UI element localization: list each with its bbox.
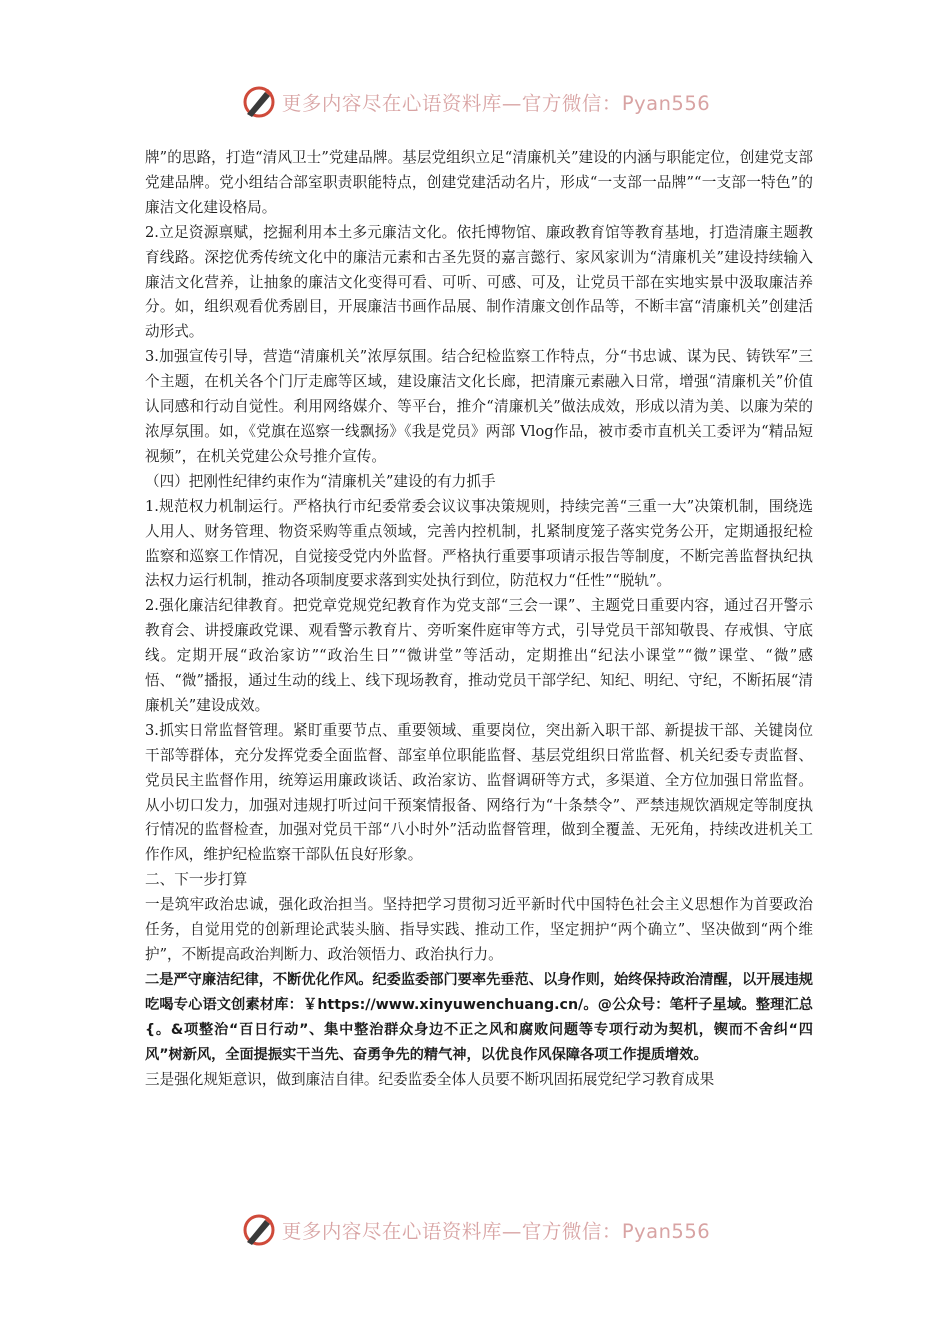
section-heading-4: （四）把刚性纪律约束作为“清廉机关”建设的有力抓手	[145, 472, 496, 490]
watermark-text: 更多内容尽在心语资料库—官方微信：Pyan556	[281, 1220, 711, 1243]
paragraph-plan-3: 三是强化规矩意识，做到廉洁自律。纪委监委全体人员要不断巩固拓展党纪学习教育成果	[145, 1070, 715, 1088]
paragraph-item-1-power: 1.规范权力机制运行。严格执行市纪委常委会议议事决策规则，持续完善“三重一大”决策机制，围绕选人用人、财务管理、物资采购等重点领域，完善内控机制，扎紧制度笼子落实党务公开，定期通报纪检监察和巡察工作情况，自觉接受党内外监督。严格执行重要事项请示报告等制度，不断完善监督执纪执法权力运行机制，推动各项制度要求落到实处执行到位，防范权力“任性”“脱轨”。	[145, 497, 813, 590]
paragraph-item-2-education: 2.强化廉洁纪律教育。把党章党规党纪教育作为党支部“三会一课”、主题党日重要内容，通过召开警示教育会、讲授廉政党课、观看警示教育片、旁听案件庭审等方式，引导党员干部知敬畏、存戒惧、守底线。定期开展“政治家访”“政治生日”“微讲堂”等活动，定期推出“纪法小课堂”“微”课堂、“微”感悟、“微”播报，通过生动的线上、线下现场教育，推动党员干部学纪、知纪、明纪、守纪，不断拓展“清廉机关”建设成效。	[145, 597, 813, 714]
watermark-text: 更多内容尽在心语资料库—官方微信：Pyan556	[281, 92, 711, 115]
document-body	[145, 146, 813, 1092]
watermark-banner-top	[0, 82, 950, 122]
pen-logo-icon	[240, 1211, 278, 1249]
paragraph-item-3-publicity: 3.加强宣传引导，营造“清廉机关”浓厚氛围。结合纪检监察工作特点，分“书忠诚、谋为民、铸铁军”三个主题，在机关各个门厅走廊等区域，建设廉洁文化长廊，把清廉元素融入日常，增强“清廉机关”价值认同感和行动自觉性。利用网络媒介、等平台，推介“清廉机关”做法成效，形成以清为美、以廉为荣的浓厚氛围。如，《党旗在巡察一线飘扬》《我是党员》两部 Vlog作品，被市委市直机关工委评为“精品短视频”，在机关党建公众号推介宣传。	[145, 348, 813, 465]
pen-logo-icon	[240, 83, 278, 121]
watermark-banner-bottom	[0, 1210, 950, 1250]
paragraph-continuation: 牌”的思路，打造“清风卫士”党建品牌。基层党组织立足“清廉机关”建设的内涵与职能定位，创建党支部党建品牌。党小组结合部室职责职能特点，创建党建活动名片，形成“一支部一品牌”“一支部一特色”的廉洁文化建设格局。	[145, 149, 813, 216]
paragraph-item-2-resources: 2.立足资源禀赋，挖掘利用本土多元廉洁文化。依托博物馆、廉政教育馆等教育基地，打造清廉主题教育线路。深挖优秀传统文化中的廉洁元素和古圣先贤的嘉言懿行、家风家训为“清廉机关”建设持续输入廉洁文化营养，让抽象的廉洁文化变得可看、可听、可感、可及，让党员干部在实地实景中汲取廉洁养分。如，组织观看优秀剧目，开展廉洁书画作品展、制作清廉文创作品等，不断丰富“清廉机关”创建活动形式。	[145, 223, 813, 341]
section-heading-next-steps: 二、下一步打算	[145, 871, 248, 889]
paragraph-item-3-supervision: 3.抓实日常监督管理。紧盯重要节点、重要领域、重要岗位，突出新入职干部、新提拔干部、关键岗位干部等群体，充分发挥党委全面监督、部室单位职能监督、基层党组织日常监督、机关纪委专责监督、党员民主监督作用，统筹运用廉政谈话、政治家访、监督调研等方式，多渠道、全方位加强日常监督。从小切口发力，加强对违规打听过问干预案情报备、网络行为“十条禁令”、严禁违规饮酒规定等制度执行情况的监督检查，加强对党员干部“八小时外”活动监督管理，做到全覆盖、无死角，持续改进机关工作作风，维护纪检监察干部队伍良好形象。	[145, 721, 813, 864]
paragraph-plan-1: 一是筑牢政治忠诚，强化政治担当。坚持把学习贯彻习近平新时代中国特色社会主义思想作为首要政治任务，自觉用党的创新理论武装头脑、指导实践、推动工作，坚定拥护“两个确立”、坚决做到“两个维护”，不断提高政治判断力、政治领悟力、政治执行力。	[145, 896, 813, 963]
paragraph-plan-2: 二是严守廉洁纪律，不断优化作风。纪委监委部门要率先垂范、以身作则，始终保持政治清醒，以开展违规吃喝专心语文创素材库：￥https://www.xinyuwenchuang.cn/。@公众号：笔杆子星域。整理汇总{。&项整治“百日行动”、集中整治群众身边不正之风和腐败问题等专项行动为契机，锲而不舍纠“四风”树新风，全面提振实干当先、奋勇争先的精气神，以优良作风保障各项工作提质增效。	[145, 971, 813, 1063]
